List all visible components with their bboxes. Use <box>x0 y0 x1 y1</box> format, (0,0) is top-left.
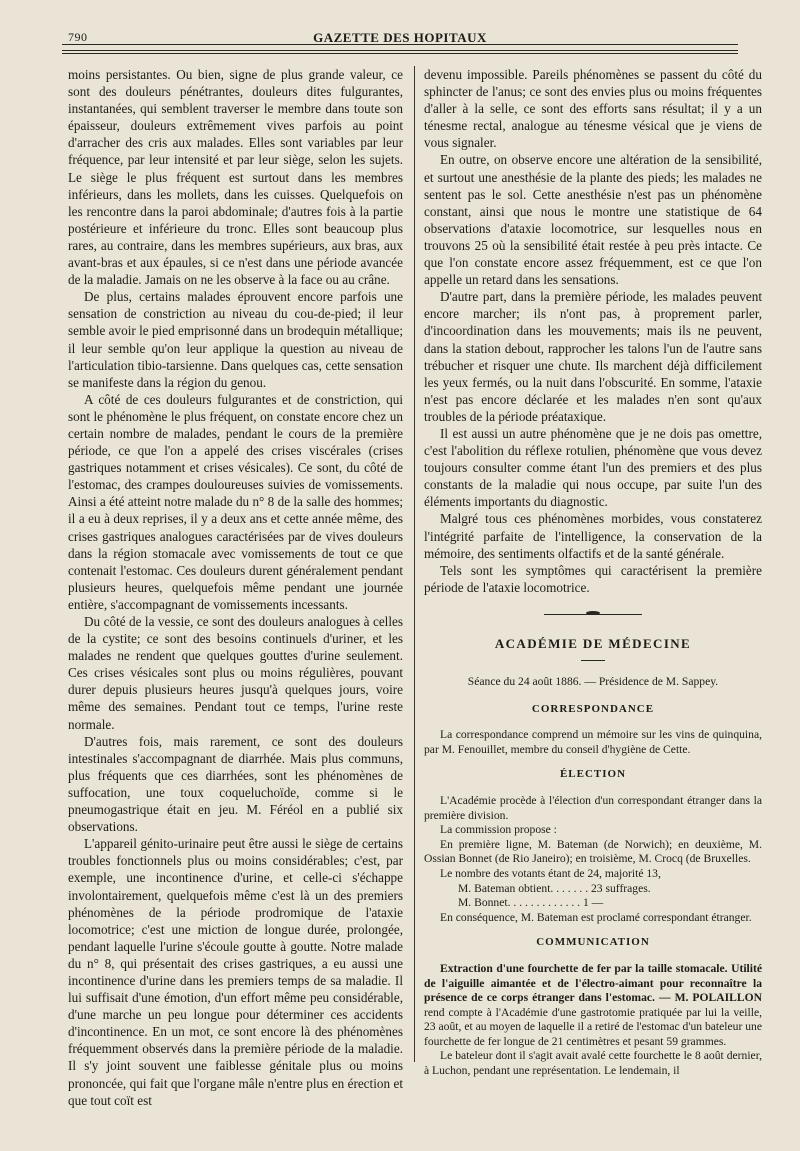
page-header <box>62 22 738 44</box>
page-number: 790 <box>68 30 88 44</box>
paragraph: A côté de ces douleurs fulgurantes et de constriction, qui sont le phénomène le plus fréquent, on constate encore chez un certain nombre de malades, pendant le cours de la première période, ce que l'on a appelé des crises viscérales (crises gastriques notamment et crises vésicales). Ce sont, du côté de l'estomac, des crampes douloureuses suivies de vomissements. Ainsi a été atteint notre malade du n° 8 de la salle des hommes; il a eu à deux reprises, il y a deux ans et cette année même, des crises gastriques analogues caractérisées par de vives douleurs dans la région stomacale avec vomissements de tout ce que contenait l'estomac. Ces douleurs durent généralement pendant plusieurs heures, quelquefois même pendant une journée entière, s'accompagnant de vomissements incessants. <box>68 391 403 612</box>
paragraph: moins persistantes. Ou bien, signe de plus grande valeur, ce sont des douleurs pénétrantes, douleurs dites fulgurantes, instantanées, qui semblent traverser le membre dans toute son épaisseur, douleurs extrêmement vives parfois au point d'arracher des cris aux malades. Elles sont variables par leur fréquence, par leur intensité et par leur siège, selon les sujets. Le siège le plus fréquent est surtout dans les membres inférieurs, dans les mollets, dans les cuisses. Quelquefois on les rencontre dans la paroi abdominale; d'autres fois à la partie postérieure et inférieure du tronc. Elles sont beaucoup plus rares, au contraire, dans les membres supérieurs, aux bras, aux avant-bras et aux épaules, si ce n'est dans une période avancée de la maladie. Jamais on ne les observe à la face ou au crâne. <box>68 67 403 288</box>
seance-line: Séance du 24 août 1886. — Présidence de M. Sappey. <box>467 675 719 688</box>
paragraph: D'autre part, dans la première période, les malades peuvent encore marcher; ils n'ont pas, à proprement parler, d'incoordination dans les mouvements; mais ils ne peuvent, dans la station debout, rapprocher les talons l'un de l'autre sans trébucher et risquer une chute. Ils marchent déjà difficilement les yeux fermés, ou la nuit dans l'obscurité. En somme, l'ataxie n'est pas encore déclarée et les malades n'en sont qu'aux troubles de la période préataxique. <box>424 289 762 424</box>
header-rule <box>62 44 738 45</box>
subsection-heading: CORRESPONDANCE <box>531 702 655 715</box>
left-column <box>68 66 403 1109</box>
communication-title: Extraction d'une fourchette de fer par la taille stomacale. Utilité de l'aiguille aimantée et de l'électro-aimant pour reconnaître la présence de ce corps étranger dans l'estomac. <box>424 961 762 1005</box>
vote-line: M. Bonnet. . . . . . . . . . . . . 1 — <box>458 896 604 910</box>
paragraph: Il est aussi un autre phénomène que je ne dois pas omettre, c'est l'abolition du réflexe rotulien, phénomène que vous devez toujours consulter comme étant l'un des premiers et des plus constants de la maladie qui nous occupe, par suite l'un des éléments importants du diagnostic. <box>424 425 762 510</box>
communication-author: — M. POLAILLON <box>658 991 762 1005</box>
right-column <box>424 66 762 1079</box>
communication-text: rend compte à l'Académie d'une gastrotomie pratiquée par lui la veille, 23 août, et au moyen de laquelle il a retiré de l'estomac d'un bateleur une fourchette de fer longue de 21 centimètres et pesant 59 grammes. <box>424 1005 762 1048</box>
paragraph: La correspondance comprend un mémoire sur les vins de quinquina, par M. Fenouillet, membre du conseil d'hygiène de Cette. <box>424 728 762 756</box>
paragraph: Malgré tous ces phénomènes morbides, vous constaterez l'intégrité parfaite de l'intelligence, la conservation de la mémoire, des sentiments olfactifs et de la santé générale. <box>424 511 762 561</box>
header-double-rule-bottom <box>62 53 738 54</box>
paragraph: En outre, on observe encore une altération de la sensibilité, et surtout une anesthésie de la plante des pieds; les malades ne sentent pas le sol. Cette anesthésie n'est pas un phénomène constant, ainsi que nous le montre une statistique de 64 observations d'ataxie locomotrice, sur lesquelles nous en trouvons 25 où la sensibilité était restée à peu près intacte. Ce que l'on constate encore assez fréquemment, est ce que l'on appelle un retard dans les sensations. <box>424 152 762 288</box>
paragraph: En conséquence, M. Bateman est proclamé correspondant étranger. <box>440 910 752 924</box>
section-title: ACADÉMIE DE MÉDECINE <box>494 635 692 651</box>
paragraph: Le nombre des votants étant de 24, majorité 13, <box>440 866 661 880</box>
vote-line: M. Bateman obtient. . . . . . . 23 suffrages. <box>458 881 651 895</box>
paragraph: De plus, certains malades éprouvent encore parfois une sensation de constriction au niveau du cou-de-pied; il leur semble avoir le pied emprisonné dans un brodequin métallique; il leur semble qu'on leur applique la question au niveau de l'articulation tibio-tarsienne. Dans quelques cas, cette sensation se manifeste dans la région du genou. <box>68 289 403 390</box>
paragraph: L'appareil génito-urinaire peut être aussi le siège de certains troubles fonctionnels plus ou moins considérables; c'est, par exemple, une incontinence d'urine, et celle-ci s'échappe involontairement, quelquefois même c'est là un des premiers phénomènes de la période prodromique de l'ataxie locomotrice; c'est une miction de longue durée, prolongée, pendant laquelle l'urine s'écoule goutte à goutte. Notre malade du n° 8, qui présentait des crises gastriques, a eu aussi une incontinence d'urine dans les premiers temps de sa maladie. Il lui suffisait d'une émotion, d'un effort même peu considérable, d'une marche un peu longue pour déterminer ces accidents d'incontinence. En un mot, ce sont encore là des phénomènes fréquemment observés dans la première période de la maladie. Il s'y joint souvent une faiblesse génitale plus ou moins prononcée, qui fait que l'organe mâle n'entre plus en érection et que tout coït est <box>68 836 403 1108</box>
paragraph: Du côté de la vessie, ce sont des douleurs analogues à celles de la cystite; ce sont des besoins continuels d'uriner, et les malades ne rendent que quelques gouttes d'urine seulement. Ces crises vésicales sont plus ou moins régulières, pouvant durer depuis plusieurs heures jusqu'à quelques jours, voire même des semaines. Pendant tout ce temps, l'urine reste normale. <box>68 614 403 732</box>
paragraph: devenu impossible. Pareils phénomènes se passent du côté du sphincter de l'anus; ce sont des envies plus ou moins fréquentes d'aller à la selle, ce sont des efforts sans résultat; il y a un ténesme rectal, analogue au ténesme vésical que je viens de vous signaler. <box>424 67 762 151</box>
paragraph: D'autres fois, mais rarement, ce sont des douleurs intestinales s'accompagnant de diarrhée. Mais plus communs, plus fréquents que ces diarrhées, sont les phénomènes de suffocation, une toux coqueluchoïde, comme si le pneumogastrique était en jeu. M. Féréol en a publié six observations. <box>68 733 403 835</box>
paragraph: Tels sont les symptômes qui caractérisent la première période de l'ataxie locomotrice. <box>424 562 762 595</box>
paragraph: Le bateleur dont il s'agit avait avalé cette fourchette le 8 août dernier, à Luchon, pendant une représentation. Le lendemain, il <box>424 1049 762 1078</box>
subsection-heading: ÉLECTION <box>559 768 627 781</box>
title-rule <box>581 660 605 661</box>
journal-title: GAZETTE DES HOPITAUX <box>313 30 487 45</box>
paragraph: L'Académie procède à l'élection d'un correspondant étranger dans la première division. <box>424 793 762 822</box>
section-separator <box>424 614 762 615</box>
header-double-rule-top <box>62 50 738 51</box>
paragraph <box>424 962 762 1050</box>
paragraph: En première ligne, M. Bateman (de Norwich); en deuxième, M. Ossian Bonnet (de Rio Janeiro); en troisième, M. Crocq (de Bruxelles. <box>424 837 762 866</box>
column-divider <box>414 66 415 1062</box>
paragraph: La commission propose : <box>440 823 557 837</box>
subsection-heading: COMMUNICATION <box>536 936 650 949</box>
